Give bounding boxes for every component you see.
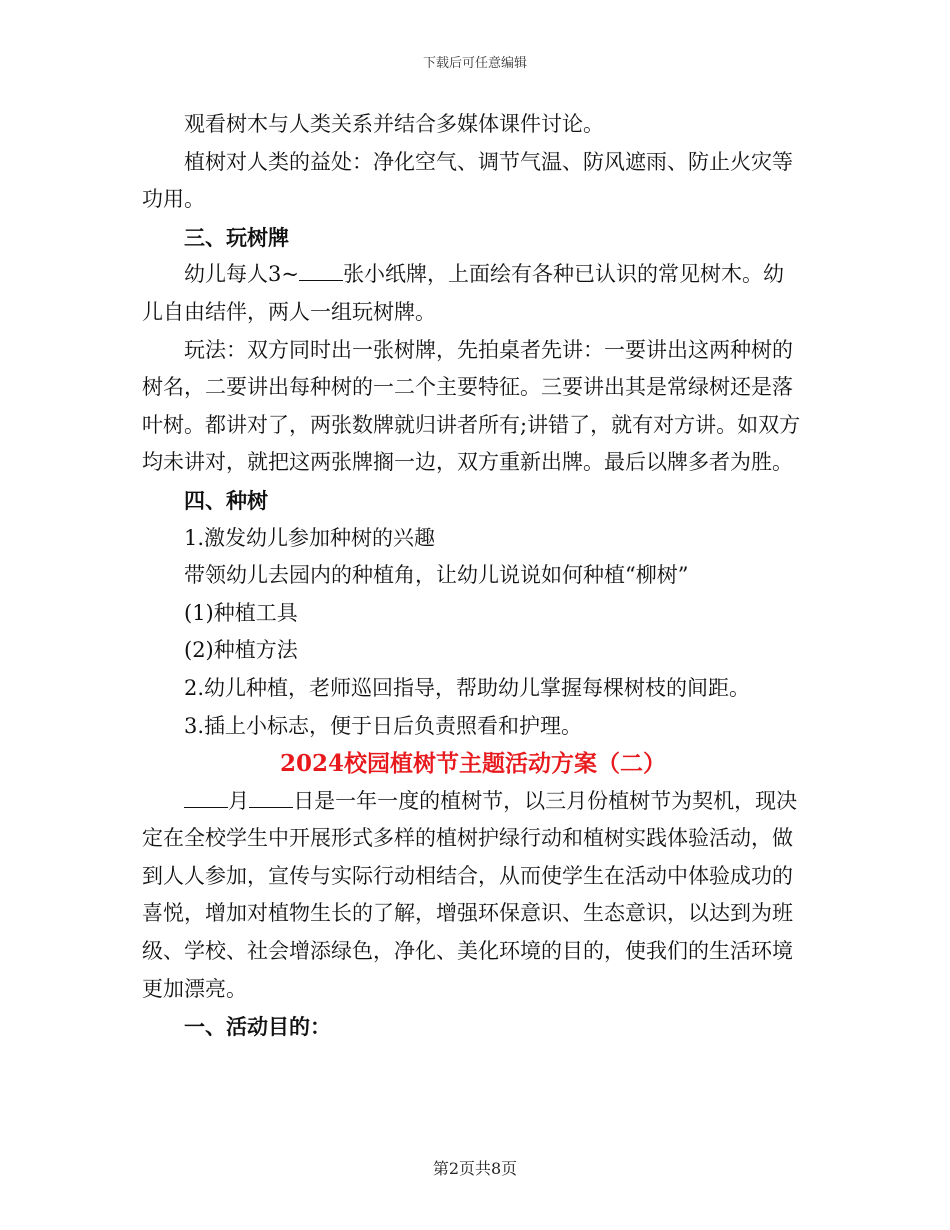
page-header: 下载后可任意编辑 — [422, 56, 527, 71]
fill-blank — [184, 786, 228, 808]
text-segment: 张小纸牌，上面绘有各种已认识的常见树木。幼儿自由结伴，两人一组玩树牌。 — [142, 262, 785, 324]
section-heading: 三、玩树牌 — [184, 224, 289, 250]
fill-blank — [299, 259, 343, 281]
fill-blank — [249, 786, 293, 808]
paragraph: 观看树木与人类关系并结合多媒体课件讨论。 — [184, 112, 604, 136]
document-body — [142, 106, 804, 1046]
list-item: 3.插上小标志，便于日后负责照看和护理。 — [184, 713, 583, 738]
paragraph — [142, 256, 804, 331]
paragraph: 玩法：双方同时出一张树牌，先拍桌者先讲：一要讲出这两种树的树名，二要讲出每种树的一二个主要特征。三要讲出其是常绿树还是落叶树。都讲对了，两张数牌就归讲者所有;讲错了，就有对方讲。如双方均未讲对，就把这两张牌搁一边，双方重新出牌。最后以牌多者为胜。 — [142, 337, 801, 475]
text-segment: 幼儿每人3~ — [184, 262, 299, 287]
paragraph: 植树对人类的益处：净化空气、调节气温、防风遮雨、防止火灾等功用。 — [142, 149, 793, 212]
text-segment: 日是一年一度的植树节，以三月份植树节为契机，现决定在全校学生中开展形式多样的植树护绿行动和植树实践体验活动，做到人人参加，宣传与实际行动相结合，从而使学生在活动中体验成功的喜悦，增加对植物生长的了解，增强环保意识、生态意识，以达到为班级、学校、社会增添绿色，净化、美化环境的目的，使我们的生活环境更加漂亮。 — [142, 788, 798, 1001]
paragraph: 带领幼儿去园内的种植角，让幼儿说说如何种植“柳树” — [184, 563, 689, 588]
list-subitem: (1)种植工具 — [184, 600, 298, 625]
list-subitem: (2)种植方法 — [184, 638, 298, 663]
page-footer: 第2页共8页 — [432, 1159, 518, 1178]
list-item: 1.激发幼儿参加种树的兴趣 — [184, 525, 436, 550]
paragraph — [142, 783, 804, 1009]
section-heading: 四、种树 — [184, 487, 268, 513]
section-heading: 一、活动目的： — [184, 1014, 331, 1040]
list-item: 2.幼儿种植，老师巡回指导，帮助幼儿掌握每棵树枝的间距。 — [184, 675, 751, 700]
text-segment: 月 — [228, 788, 250, 813]
section-title: 2024校园植树节主题活动方案（二） — [279, 750, 666, 778]
